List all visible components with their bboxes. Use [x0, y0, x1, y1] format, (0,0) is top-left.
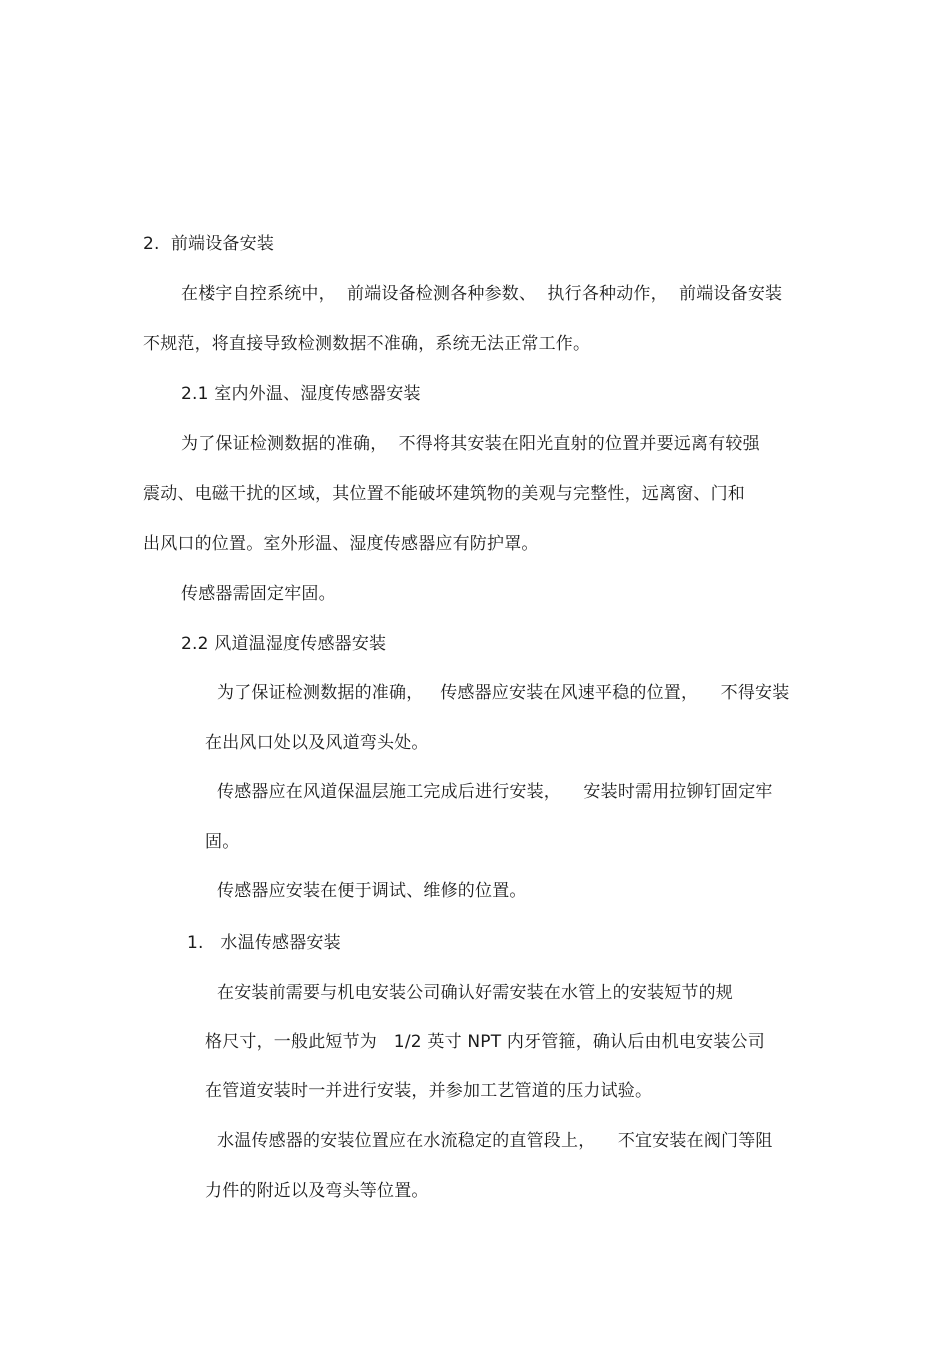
section-2-2-para-2-line-1: 传感器应在风道保温层施工完成后进行安装， 安装时需用拉铆钉固定牢: [217, 782, 773, 802]
section-2-1-para-line-2: 震动、电磁干扰的区域，其位置不能破坏建筑物的美观与完整性，远离窗、门和: [143, 484, 745, 504]
item-1-heading: 1. 水温传感器安装: [187, 933, 341, 953]
section-2-2-para-line-2: 在出风口处以及风道弯头处。: [205, 733, 429, 753]
section-2-1-heading: 2.1 室内外温、湿度传感器安装: [181, 384, 421, 404]
section-2-2-para-line-1: 为了保证检测数据的准确， 传感器应安装在风速平稳的位置， 不得安装: [217, 683, 790, 703]
item-1-para-2-line-1: 水温传感器的安装位置应在水流稳定的直管段上， 不宜安装在阀门等阻: [217, 1131, 773, 1151]
section-2-2-heading: 2.2 风道温湿度传感器安装: [181, 634, 387, 654]
item-1-para-line-3: 在管道安装时一并进行安装，并参加工艺管道的压力试验。: [205, 1081, 653, 1101]
section-2-2-para-3: 传感器应安装在便于调试、维修的位置。: [217, 881, 527, 901]
item-1-para-line-2: 格尺寸，一般此短节为 1/2 英寸 NPT 内牙管箍，确认后由机电安装公司: [205, 1032, 765, 1052]
section-2-1-para-line-3: 出风口的位置。室外形温、湿度传感器应有防护罩。: [143, 534, 539, 554]
item-1-para-line-1: 在安装前需要与机电安装公司确认好需安装在水管上的安装短节的规: [217, 983, 733, 1003]
section-2-2-para-2-line-2: 固。: [205, 832, 240, 852]
section-2-intro-line-2: 不规范，将直接导致检测数据不准确，系统无法正常工作。: [143, 334, 591, 354]
item-1-para-2-line-2: 力件的附近以及弯头等位置。: [205, 1181, 429, 1201]
section-2-intro-line-1: 在楼宇自控系统中， 前端设备检测各种参数、 执行各种动作， 前端设备安装: [181, 284, 783, 304]
section-2-1-para-line-1: 为了保证检测数据的准确， 不得将其安装在阳光直射的位置并要远离有较强: [181, 434, 760, 454]
section-2-1-para-2: 传感器需固定牢固。: [181, 584, 336, 604]
section-2-heading: 2. 前端设备安装: [143, 234, 275, 254]
